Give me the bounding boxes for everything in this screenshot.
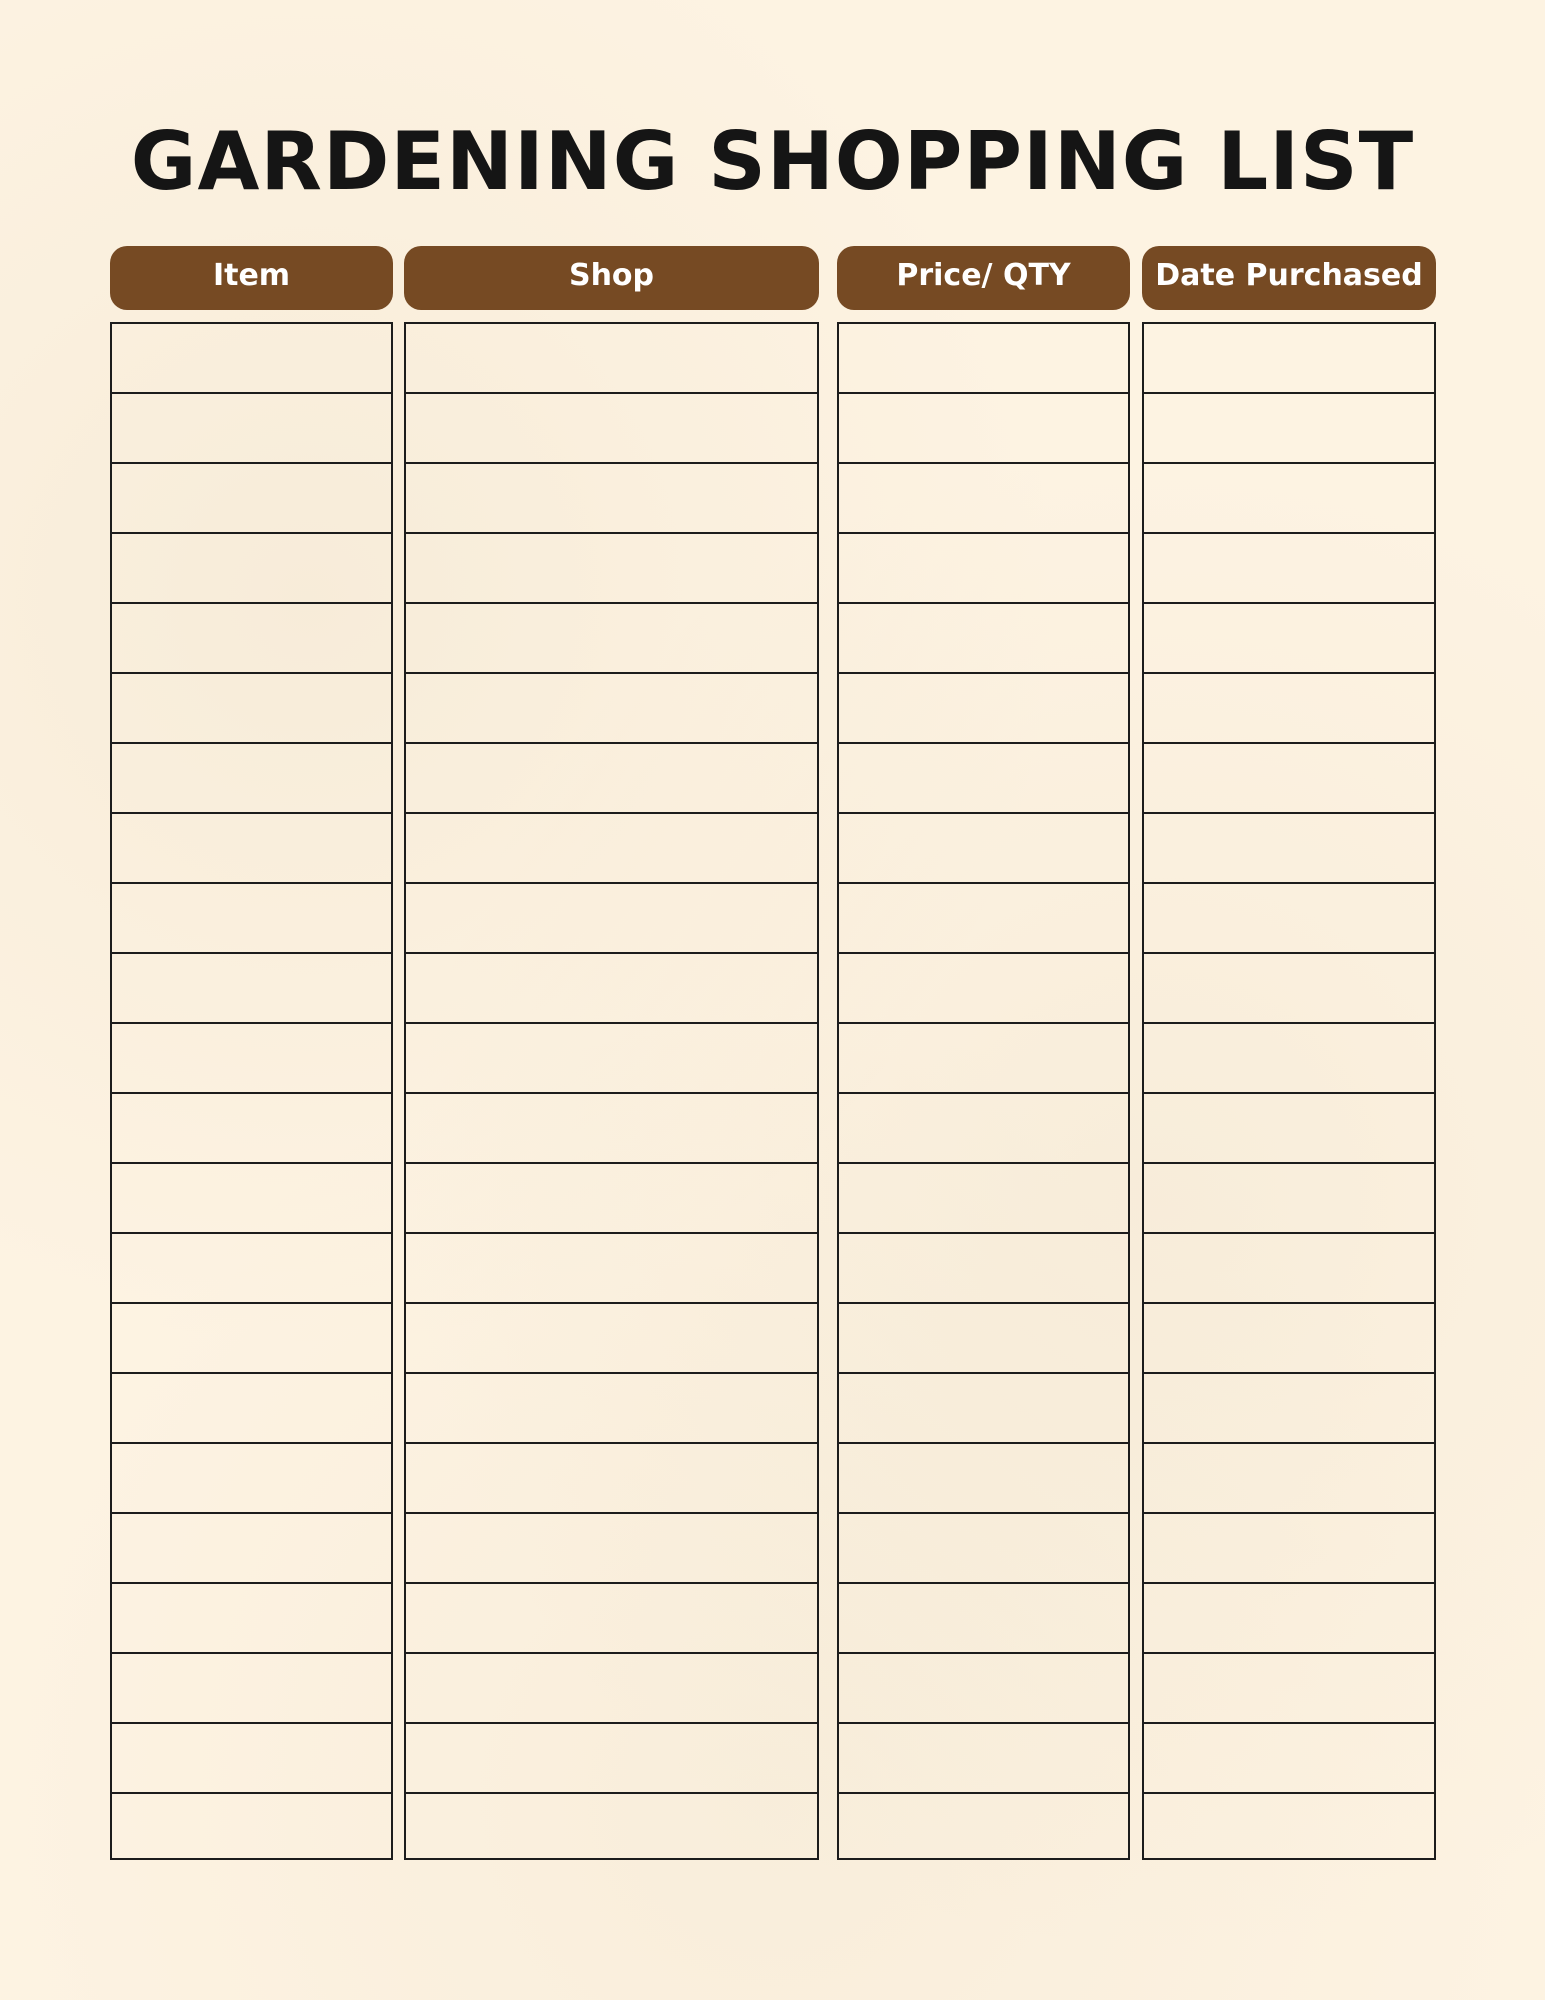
blank-row[interactable] (1144, 1302, 1434, 1372)
blank-row[interactable] (1144, 1092, 1434, 1162)
blank-row[interactable] (1144, 462, 1434, 532)
blank-row[interactable] (406, 1512, 817, 1582)
blank-row[interactable] (112, 1722, 391, 1792)
blank-row[interactable] (406, 1372, 817, 1442)
blank-row[interactable] (839, 1372, 1128, 1442)
blank-row[interactable] (112, 1162, 391, 1232)
blank-row[interactable] (406, 812, 817, 882)
blank-row[interactable] (1144, 1582, 1434, 1652)
blank-row[interactable] (112, 1372, 391, 1442)
blank-row[interactable] (406, 462, 817, 532)
blank-row[interactable] (112, 1232, 391, 1302)
blank-row[interactable] (112, 324, 391, 392)
blank-row[interactable] (839, 672, 1128, 742)
blank-row[interactable] (1144, 532, 1434, 602)
blank-row[interactable] (839, 1022, 1128, 1092)
blank-row[interactable] (112, 1442, 391, 1512)
blank-row[interactable] (839, 882, 1128, 952)
date-purchased-rows (1142, 322, 1436, 1860)
page-title: GARDENING SHOPPING LIST (130, 115, 1415, 208)
blank-row[interactable] (406, 1582, 817, 1652)
item-rows (110, 322, 393, 1860)
blank-row[interactable] (406, 1162, 817, 1232)
blank-row[interactable] (112, 812, 391, 882)
blank-row[interactable] (839, 1512, 1128, 1582)
blank-row[interactable] (112, 1302, 391, 1372)
column-item (110, 246, 393, 310)
blank-row[interactable] (1144, 1722, 1434, 1792)
blank-row[interactable] (406, 1022, 817, 1092)
blank-row[interactable] (1144, 1512, 1434, 1582)
blank-row[interactable] (406, 1792, 817, 1862)
blank-row[interactable] (112, 1582, 391, 1652)
blank-row[interactable] (406, 1652, 817, 1722)
price-qty-rows (837, 322, 1130, 1860)
blank-row[interactable] (112, 1652, 391, 1722)
blank-row[interactable] (839, 462, 1128, 532)
blank-row[interactable] (406, 1092, 817, 1162)
blank-row[interactable] (839, 812, 1128, 882)
column-date-purchased (1142, 246, 1436, 310)
blank-row[interactable] (406, 952, 817, 1022)
blank-row[interactable] (112, 742, 391, 812)
blank-row[interactable] (406, 392, 817, 462)
blank-row[interactable] (839, 1792, 1128, 1862)
blank-row[interactable] (839, 1092, 1128, 1162)
blank-row[interactable] (406, 324, 817, 392)
blank-row[interactable] (1144, 952, 1434, 1022)
blank-row[interactable] (1144, 392, 1434, 462)
blank-row[interactable] (406, 1442, 817, 1512)
blank-row[interactable] (839, 1162, 1128, 1232)
column-header-price-qty: Price/ QTY (837, 246, 1130, 310)
blank-row[interactable] (839, 742, 1128, 812)
blank-row[interactable] (112, 1512, 391, 1582)
blank-row[interactable] (112, 532, 391, 602)
blank-row[interactable] (839, 952, 1128, 1022)
blank-row[interactable] (1144, 1792, 1434, 1862)
shop-rows (404, 322, 819, 1860)
column-shop (404, 246, 819, 310)
blank-row[interactable] (1144, 672, 1434, 742)
blank-row[interactable] (112, 882, 391, 952)
blank-row[interactable] (1144, 1162, 1434, 1232)
blank-row[interactable] (406, 532, 817, 602)
blank-row[interactable] (406, 882, 817, 952)
blank-row[interactable] (1144, 1022, 1434, 1092)
blank-row[interactable] (839, 532, 1128, 602)
blank-row[interactable] (1144, 1232, 1434, 1302)
blank-row[interactable] (112, 602, 391, 672)
blank-row[interactable] (839, 1302, 1128, 1372)
blank-row[interactable] (839, 1722, 1128, 1792)
blank-row[interactable] (839, 324, 1128, 392)
blank-row[interactable] (839, 1582, 1128, 1652)
blank-row[interactable] (839, 1652, 1128, 1722)
blank-row[interactable] (839, 1442, 1128, 1512)
blank-row[interactable] (406, 742, 817, 812)
blank-row[interactable] (112, 1792, 391, 1862)
blank-row[interactable] (1144, 812, 1434, 882)
blank-row[interactable] (839, 602, 1128, 672)
blank-row[interactable] (406, 1232, 817, 1302)
blank-row[interactable] (406, 602, 817, 672)
blank-row[interactable] (1144, 324, 1434, 392)
blank-row[interactable] (406, 1722, 817, 1792)
blank-row[interactable] (406, 672, 817, 742)
blank-row[interactable] (112, 462, 391, 532)
blank-row[interactable] (112, 392, 391, 462)
blank-row[interactable] (1144, 882, 1434, 952)
blank-row[interactable] (1144, 742, 1434, 812)
column-price-qty (837, 246, 1130, 310)
blank-row[interactable] (112, 1022, 391, 1092)
blank-row[interactable] (839, 392, 1128, 462)
column-header-item: Item (110, 246, 393, 310)
column-header-date-purchased: Date Purchased (1142, 246, 1436, 310)
blank-row[interactable] (1144, 602, 1434, 672)
blank-row[interactable] (1144, 1652, 1434, 1722)
blank-row[interactable] (112, 952, 391, 1022)
blank-row[interactable] (1144, 1442, 1434, 1512)
blank-row[interactable] (406, 1302, 817, 1372)
blank-row[interactable] (1144, 1372, 1434, 1442)
blank-row[interactable] (839, 1232, 1128, 1302)
blank-row[interactable] (112, 672, 391, 742)
blank-row[interactable] (112, 1092, 391, 1162)
column-header-shop: Shop (404, 246, 819, 310)
